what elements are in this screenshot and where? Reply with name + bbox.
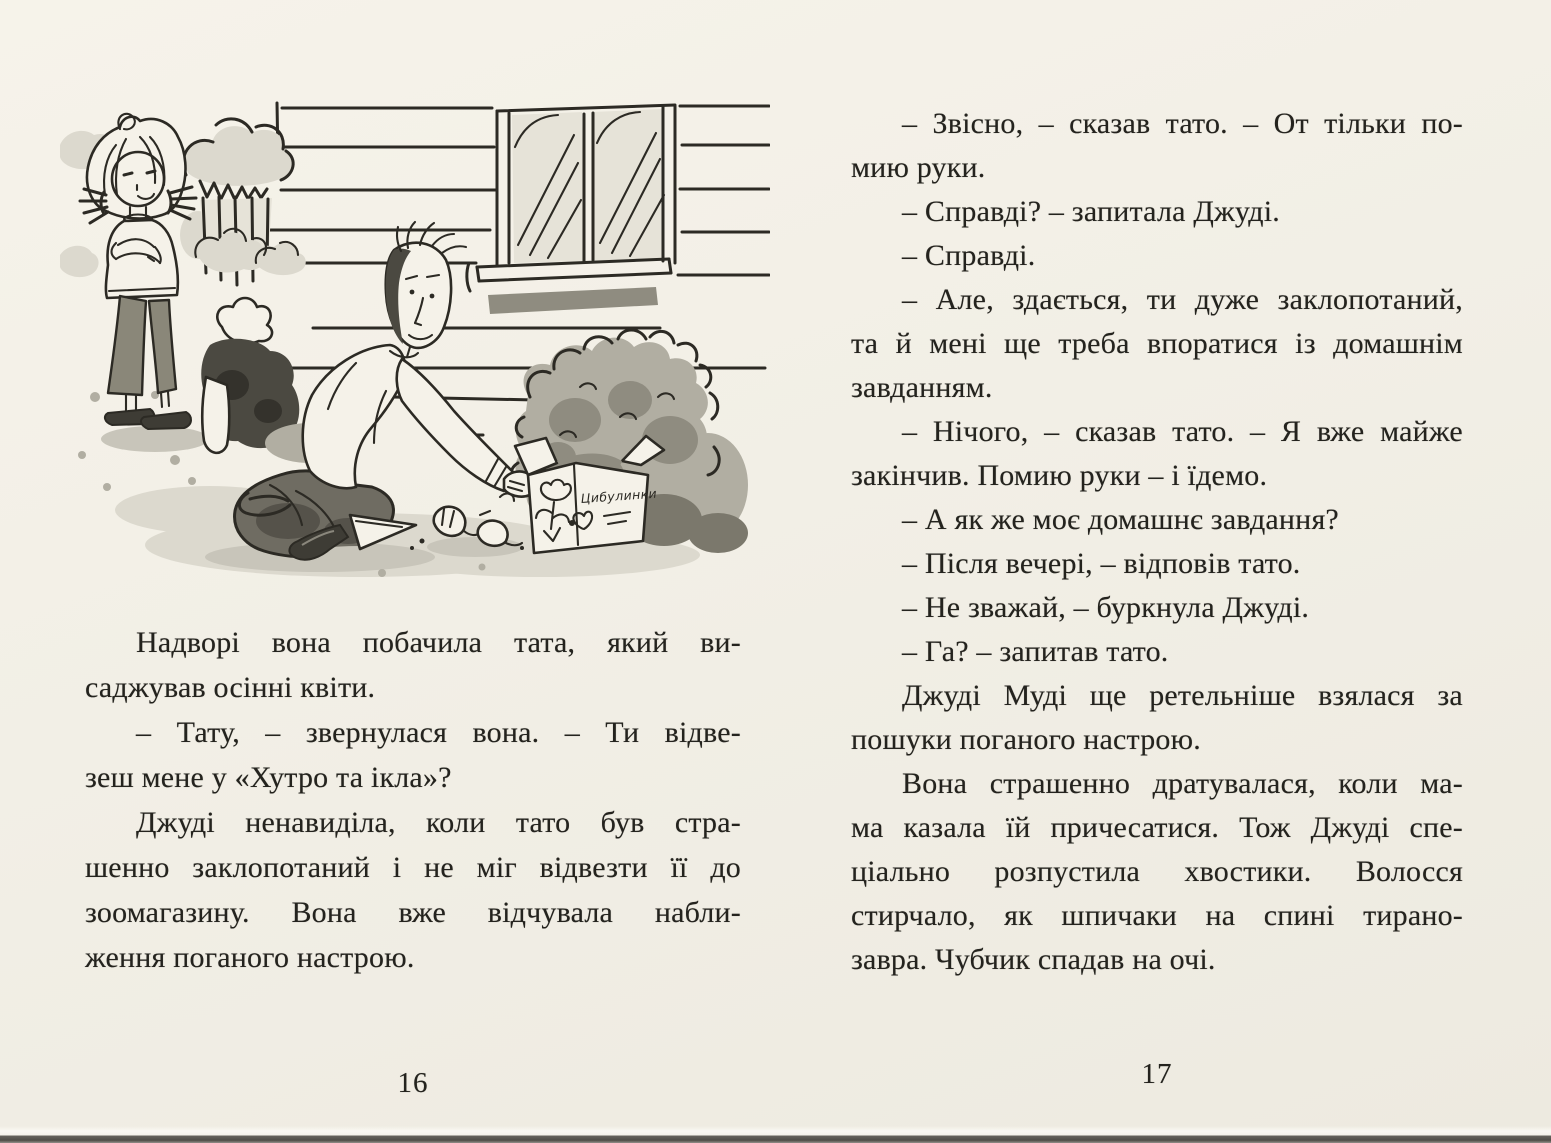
text-line: закінчив. Помию руки – і їдемо. xyxy=(851,459,1268,492)
text-line: Надворі вона побачила тата, який ви- xyxy=(136,626,741,659)
text-line: – Але, здається, ти дуже заклопотаний, xyxy=(902,283,1463,316)
text-line: стирчало, як шпичаки на спині тирано- xyxy=(851,899,1463,932)
story-illustration xyxy=(60,95,770,585)
text-line: – Тату, – звернулася вона. – Ти відве- xyxy=(136,716,741,749)
picket-fence xyxy=(183,119,305,285)
text-line: саджував осінні квіти. xyxy=(85,671,376,704)
bulb-box-label: Цибулинки xyxy=(580,485,658,506)
window xyxy=(467,105,675,314)
text-line: зоомагазину. Вона вже відчувала набли- xyxy=(85,896,741,929)
text-line: – Звісно, – сказав тато. – От тільки по- xyxy=(902,107,1463,140)
text-line: – Справді? – запитала Джуді. xyxy=(902,195,1280,228)
father-arm xyxy=(397,359,516,491)
text-line: пошуки поганого настрою. xyxy=(851,723,1201,756)
text-line: завра. Чубчик спадав на очі. xyxy=(851,943,1216,976)
page-number-left: 16 xyxy=(397,1067,429,1099)
girl-face xyxy=(112,152,164,206)
text-line: – Нічого, – сказав тато. – Я вже майже xyxy=(902,415,1463,448)
left-page-text xyxy=(85,620,741,980)
text-line: – Не зважай, – буркнула Джуді. xyxy=(902,591,1310,624)
illustration-canvas xyxy=(60,95,770,585)
text-line: ціально розпустила хвостики. Волосся xyxy=(851,855,1463,888)
text-line: завданням. xyxy=(851,371,993,404)
page-number-right: 17 xyxy=(1141,1058,1173,1090)
text-line: Джуді ненавиділа, коли тато був стра- xyxy=(136,806,741,839)
text-line: шенно заклопотаний і не міг відвезти її до xyxy=(85,851,741,884)
text-line: зеш мене у «Хутро та ікла»? xyxy=(85,761,452,794)
text-line: Джуді Муді ще ретельніше взялася за xyxy=(902,679,1463,712)
left-page xyxy=(0,0,775,1143)
text-line: ження поганого настрою. xyxy=(85,941,415,974)
bulb-box xyxy=(515,436,664,553)
text-line: – Га? – запитав тато. xyxy=(902,635,1169,668)
girl-pants xyxy=(108,296,146,395)
girl-figure xyxy=(80,114,196,429)
text-line: Вона страшенно дратувалася, коли ма- xyxy=(902,767,1463,800)
right-page xyxy=(776,0,1551,1143)
sill-shadow xyxy=(488,287,658,314)
text-line: – А як же моє домашнє завдання? xyxy=(902,503,1339,536)
text-line: – Після вечері, – відповів тато. xyxy=(902,547,1301,580)
text-line: ма казала їй причесатися. Тож Джуді спе- xyxy=(851,811,1463,844)
text-line: – Справді. xyxy=(902,239,1036,272)
text-line: та й мені ще треба впоратися із домашнім xyxy=(851,327,1463,360)
scan-edge-artifact xyxy=(0,1126,1551,1143)
text-line: мию руки. xyxy=(851,151,986,184)
right-page-text xyxy=(851,102,1463,982)
